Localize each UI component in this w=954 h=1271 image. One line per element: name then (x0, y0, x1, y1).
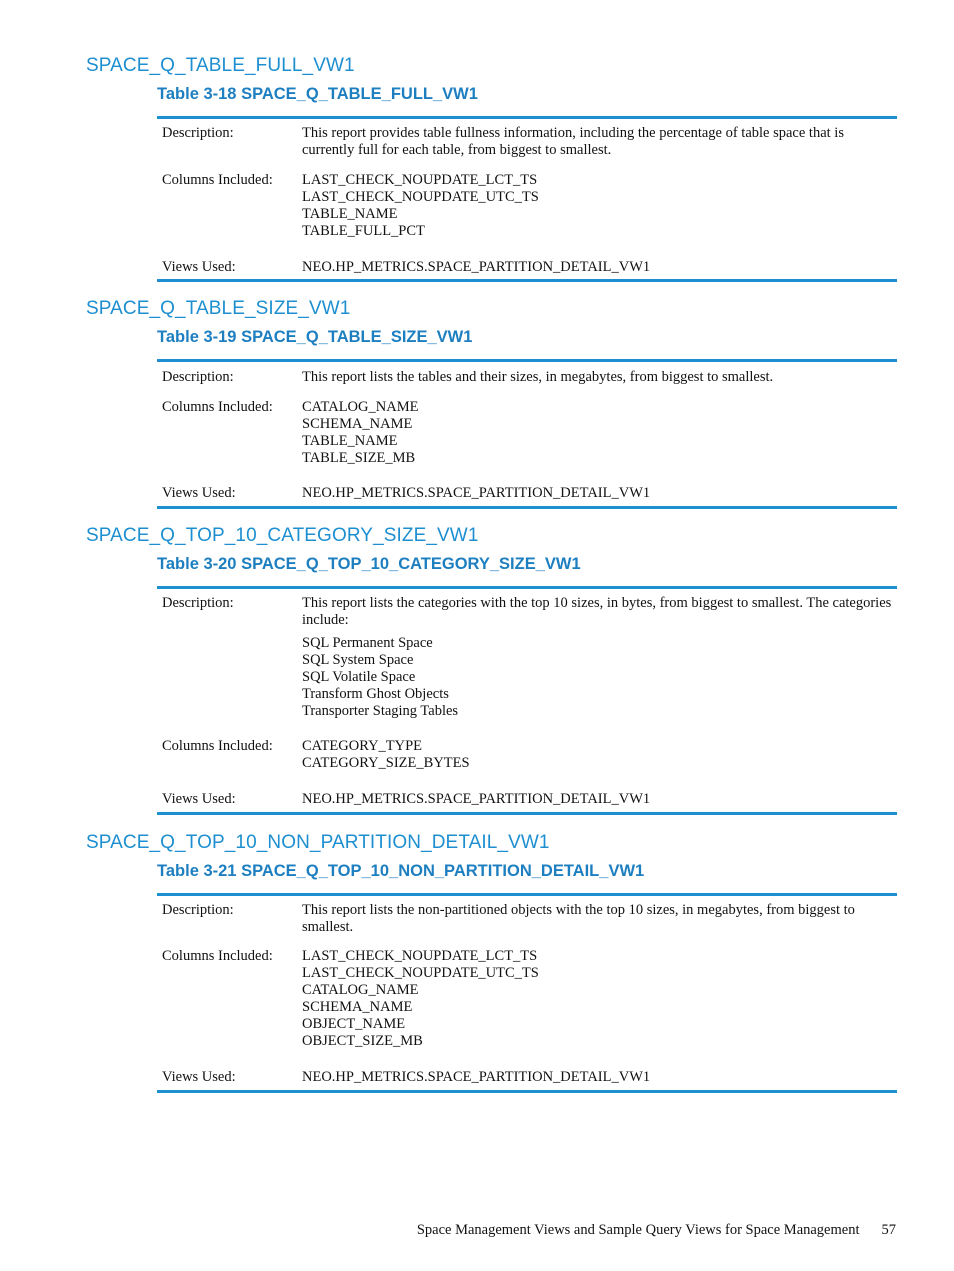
description-label: Description: (162, 595, 234, 611)
table-caption: Table 3-18 SPACE_Q_TABLE_FULL_VW1 (157, 85, 478, 103)
description-text: This report lists the categories with the top 10 sizes, in bytes, from biggest to smallest. The categories include: (302, 595, 892, 628)
table (157, 586, 897, 815)
table (157, 893, 897, 1093)
views-label: Views Used: (162, 485, 236, 501)
column-item: OBJECT_SIZE_MB (302, 1033, 423, 1049)
views-value: NEO.HP_METRICS.SPACE_PARTITION_DETAIL_VW1 (302, 259, 651, 275)
column-item: CATALOG_NAME (302, 982, 419, 998)
category-item: SQL Volatile Space (302, 669, 416, 685)
column-item: OBJECT_NAME (302, 1016, 406, 1032)
views-label: Views Used: (162, 259, 236, 275)
columns-label: Columns Included: (162, 172, 273, 188)
column-item: LAST_CHECK_NOUPDATE_UTC_TS (302, 965, 539, 981)
column-item: LAST_CHECK_NOUPDATE_LCT_TS (302, 948, 538, 964)
description-label: Description: (162, 369, 234, 385)
category-item: Transporter Staging Tables (302, 703, 459, 719)
category-item: SQL System Space (302, 652, 414, 668)
page-number: 57 (881, 1222, 896, 1238)
views-label: Views Used: (162, 791, 236, 807)
columns-label: Columns Included: (162, 948, 273, 964)
table (157, 359, 897, 509)
views-value: NEO.HP_METRICS.SPACE_PARTITION_DETAIL_VW1 (302, 791, 651, 807)
section-heading: SPACE_Q_TOP_10_CATEGORY_SIZE_VW1 (86, 525, 479, 546)
description-text: This report lists the non-partitioned objects with the top 10 sizes, in megabytes, from biggest to smallest. (302, 902, 855, 935)
columns-label: Columns Included: (162, 738, 273, 754)
column-item: TABLE_NAME (302, 433, 398, 449)
columns-label: Columns Included: (162, 399, 273, 415)
column-item: CATEGORY_TYPE (302, 738, 423, 754)
description-text: This report provides table fullness information, including the percentage of table space that is currently full for each table, from biggest to smallest. (302, 125, 844, 158)
section-heading: SPACE_Q_TABLE_SIZE_VW1 (86, 298, 351, 319)
description-label: Description: (162, 125, 234, 141)
description-text: This report lists the tables and their sizes, in megabytes, from biggest to smallest. (302, 369, 774, 385)
table-caption: Table 3-20 SPACE_Q_TOP_10_CATEGORY_SIZE_VW1 (157, 555, 581, 573)
section-heading: SPACE_Q_TOP_10_NON_PARTITION_DETAIL_VW1 (86, 832, 550, 853)
views-value: NEO.HP_METRICS.SPACE_PARTITION_DETAIL_VW1 (302, 485, 651, 501)
column-item: TABLE_NAME (302, 206, 398, 222)
column-item: TABLE_SIZE_MB (302, 450, 416, 466)
table-caption: Table 3-21 SPACE_Q_TOP_10_NON_PARTITION_DETAIL_VW1 (157, 862, 645, 880)
column-item: TABLE_FULL_PCT (302, 223, 425, 239)
column-item: CATEGORY_SIZE_BYTES (302, 755, 470, 771)
views-label: Views Used: (162, 1069, 236, 1085)
table-caption: Table 3-19 SPACE_Q_TABLE_SIZE_VW1 (157, 328, 473, 346)
column-item: CATALOG_NAME (302, 399, 419, 415)
category-item: Transform Ghost Objects (302, 686, 449, 702)
description-label: Description: (162, 902, 234, 918)
category-item: SQL Permanent Space (302, 635, 433, 651)
views-value: NEO.HP_METRICS.SPACE_PARTITION_DETAIL_VW1 (302, 1069, 651, 1085)
column-item: LAST_CHECK_NOUPDATE_UTC_TS (302, 189, 539, 205)
column-item: SCHEMA_NAME (302, 999, 413, 1015)
section-heading: SPACE_Q_TABLE_FULL_VW1 (86, 55, 355, 76)
column-item: SCHEMA_NAME (302, 416, 413, 432)
column-item: LAST_CHECK_NOUPDATE_LCT_TS (302, 172, 538, 188)
footer-text: Space Management Views and Sample Query Views for Space Management (416, 1222, 860, 1238)
page-footer (417, 1222, 896, 1239)
table (157, 116, 897, 282)
